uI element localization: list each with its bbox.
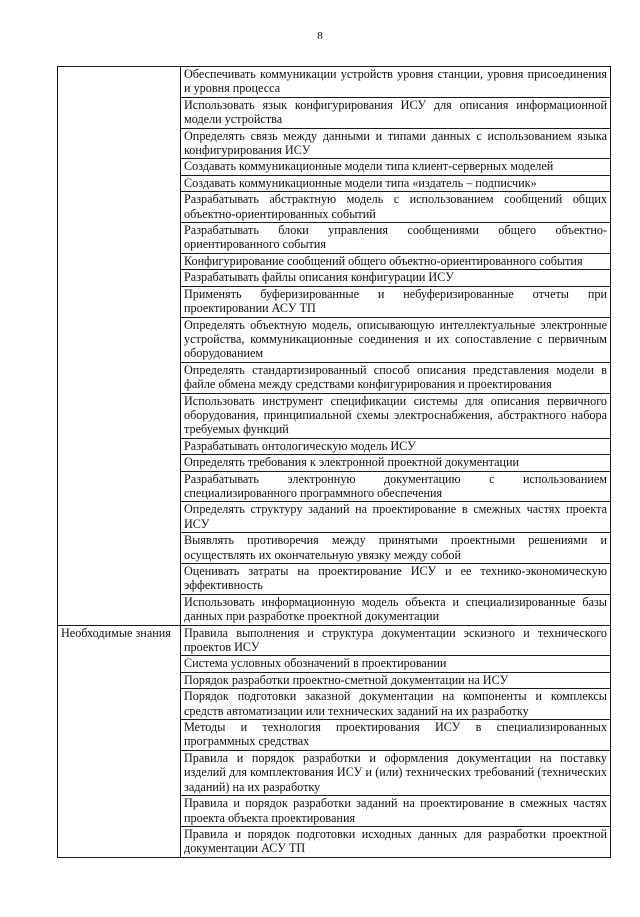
section-label: Необходимые знания bbox=[61, 625, 171, 640]
table-cell-item: Использовать инструмент спецификации системы для описания первичного оборудования, принципиальной схемы электроснабжения, абстрактного набора требуемых функций bbox=[181, 393, 611, 438]
table-cell-item: Порядок разработки проектно-сметной документации на ИСУ bbox=[181, 672, 611, 688]
table-cell-item: Разрабатывать блоки управления сообщениями общего объектно-ориентированного события bbox=[181, 223, 611, 254]
table-cell-item: Использовать язык конфигурирования ИСУ для описания информационной модели устройства bbox=[181, 97, 611, 128]
table-cell-item: Разрабатывать онтологическую модель ИСУ bbox=[181, 438, 611, 454]
table-cell-item: Методы и технология проектирования ИСУ в специализированных программных средствах bbox=[181, 720, 611, 751]
table-cell-item: Определять структуру заданий на проектирование в смежных частях проекта ИСУ bbox=[181, 502, 611, 533]
section-label-cell bbox=[58, 67, 181, 626]
table-cell-item: Определять стандартизированный способ описания представления модели в файле обмена между средствами конфигурирования и проектирования bbox=[181, 362, 611, 393]
table-cell-item: Оценивать затраты на проектирование ИСУ и ее технико-экономическую эффективность bbox=[181, 564, 611, 595]
page-number: 8 bbox=[317, 30, 323, 42]
table-cell-item: Правила и порядок подготовки исходных данных для разработки проектной документации АСУ ТП bbox=[181, 826, 611, 857]
table-cell-item: Разрабатывать файлы описания конфигурации ИСУ bbox=[181, 270, 611, 286]
table-cell-item: Определять объектную модель, описывающую интеллектуальные электронные устройства, коммуникационные соединения и их сопоставление с первичным оборудованием bbox=[181, 317, 611, 362]
table-cell-item: Выявлять противоречия между принятыми проектными решениями и осуществлять их окончательную увязку между собой bbox=[181, 533, 611, 564]
table-cell-item: Система условных обозначений в проектировании bbox=[181, 656, 611, 672]
table-cell-item: Создавать коммуникационные модели типа «издатель – подписчик» bbox=[181, 175, 611, 191]
table-cell-item: Правила и порядок разработки и оформления документации на поставку изделий для комплектования ИСУ и (или) технических требований (технических заданий) на их разработку bbox=[181, 750, 611, 795]
table-cell-item: Правила выполнения и структура документации эскизного и технического проектов ИСУ bbox=[181, 625, 611, 656]
table-row bbox=[58, 67, 611, 98]
table-body bbox=[58, 67, 611, 858]
section-label-cell bbox=[58, 625, 181, 857]
table-cell-item: Обеспечивать коммуникации устройств уровня станции, уровня присоединения и уровня процесса bbox=[181, 67, 611, 98]
table-cell-item: Разрабатывать абстрактную модель с использованием сообщений общих объектно-ориентированных событий bbox=[181, 192, 611, 223]
table-cell-item: Определять связь между данными и типами данных с использованием языка конфигурирования ИСУ bbox=[181, 128, 611, 159]
table-cell-item: Правила и порядок разработки заданий на проектирование в смежных частях проекта объекта проектирования bbox=[181, 796, 611, 827]
table-cell-item: Порядок подготовки заказной документации на компоненты и комплексы средств автоматизации или технических заданий на их разработку bbox=[181, 689, 611, 720]
table-cell-item: Определять требования к электронной проектной документации bbox=[181, 455, 611, 471]
table-cell-item: Использовать информационную модель объекта и специализированные базы данных при разработке проектной документации bbox=[181, 594, 611, 625]
requirements-table bbox=[57, 66, 611, 858]
table-cell-item: Применять буферизированные и небуферизированные отчеты при проектировании АСУ ТП bbox=[181, 286, 611, 317]
table-cell-item: Разрабатывать электронную документацию с использованием специализированного программного обеспечения bbox=[181, 471, 611, 502]
table-cell-item: Конфигурирование сообщений общего объектно-ориентированного события bbox=[181, 253, 611, 269]
table-row bbox=[58, 625, 611, 656]
table-cell-item: Создавать коммуникационные модели типа клиент-серверных моделей bbox=[181, 159, 611, 175]
